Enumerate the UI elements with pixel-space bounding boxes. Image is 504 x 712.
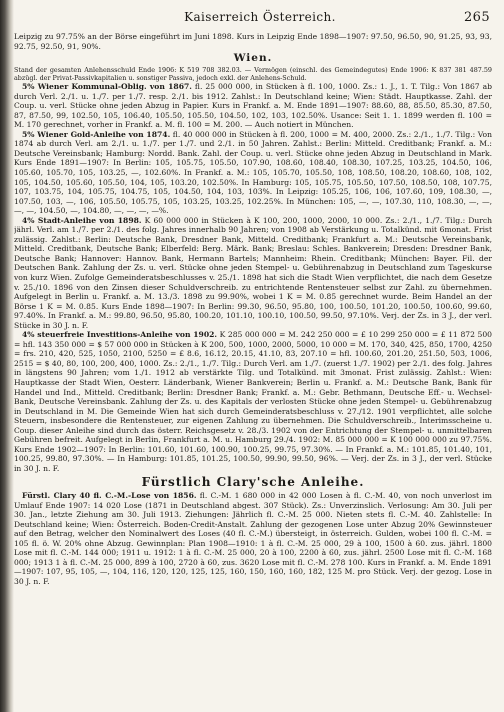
bond-entry (14, 216, 492, 331)
bond-entry (14, 130, 492, 216)
bond-entry-title: Fürstl. Clary 40 fl. C.-M.-Lose von 1856. (22, 491, 197, 501)
bond-entry-title: 4% Stadt-Anleihe von 1898. (22, 215, 142, 225)
bond-entry (14, 330, 492, 473)
page-number: 265 (463, 10, 490, 25)
section-heading: Fürstlich Clary'sche Anleihe. (141, 475, 365, 490)
bond-entry-title: 5% Wiener Gold-Anleihe von 1874. (22, 129, 171, 139)
page-header (30, 10, 490, 26)
bond-entry-title: 4% steuerfreie Investitions-Anleihe von 1902. (22, 330, 218, 340)
bond-entry-title: 5% Wiener Kommunal-Oblig. von 1867. (22, 82, 192, 92)
page-body (14, 32, 492, 706)
page-gutter-shadow (0, 0, 14, 712)
bond-entry-text: fl. 40 000 000 in Stücken à fl. 200, 1000 = M. 400, 2000. Zs.: 2./1., 1./7. Tilg.: Von 1874 ab durch Verl. am 2./1. u. 1./7. per 1./7. und 2./1. in 50 Jahren. Zahlst.: Berlin: Mitteld. Creditbank; Frankf. a. M.: Deutsche Vereinsbank; Hamburg: Nordd. Bank. Zahl. der Coup. u. verl. Stücke ohne jeden Abzug in Deutschland in Mark. Kurs Ende 1891—1907: In Berlin: 105, 105.75, 105.50, 107.90, 108.60, 108.40, 108.30, 107.25, 103.25, 104.50, 106, 105.60, 105.70, 105, 103.25, —, 102.60%. In Frankf. a. M.: 105, 105.70, 105.50, 108, 108.50, 108.20, 108.60, 108, 102, 105, 104.50, 105.60, 105.50, 104, 105, 103.20, 102.50%. In Hamburg: 105, 105.75, 105.50, 107.50, 108.50, 108, 107.75, 107, 103.75, 104, 105.75, 104.75, 105, 104.50, 104, 103, 103%. In Leipzig: 105.25, 106, 106, 107.60, 109, 108.30, —, 107.50, 103, —, 106, 105.50, 105.75, 105, 103.25, 103.25, 102.25%. In München: 105, —, —, 107.30, 110, 108.30, —, —, —, —, 104.50, —, 104.80, —, —, —, —%. (14, 129, 492, 216)
paragraph: Leipzig zu 97.75% an der Börse eingeführt im Juni 1898. Kurs in Leipzig Ende 1898—1907: 97.50, 96.50, 90, 91.25, 93, 93, 92.75, 92.50, 91, 90%. (14, 32, 492, 51)
bond-entry-text: fl. 25 000 000, in Stücken à fl. 100, 1000. Zs.: 1. J., 1. T. Tilg.: Von 1867 ab durch Verl. 2./1. u. 1./7. per 1./7. resp. 2./1. bis 1912. Zahlst.: In Deutschland keine; Wien: Städt. Hauptkasse. Zahl. der Coup. u. verl. Stücke ohne jeden Abzug in Papier. Kurs in Frankf. a. M. Ende 1891—1907: 88.60, 88, 85.50, 85.30, 87.50, 87, 87.50, 99, 102.50, 105, 106.40, 105.50, 105.50, 104.50, 102, 103, 102.50%. Usance: Seit 1. 1. 1899 werden fl. 100 = M. 170 gerechnet, vorher in Frankf. a. M. fl. 100 = M. 200. — Auch notiert in München. (14, 82, 492, 130)
bond-entry-text: K 285 000 000 = M. 242 250 000 = £ 10 299 250 000 = £ 11 872 500 = hfl. 143 350 000 = $ 57 000 000 in Stücken à K 200, 500, 1000, 2000, 5000, 10 000 = M. 170, 340, 425, 850, 1700, 4250 = frs. 210, 420, 525, 1050, 2100, 5250 = £ 8.6, 16.12, 20.15, 41.10, 83, 207.10 = hfl. 100.60, 201.20, 251.50, 503, 1006, 2515 = $ 40, 80, 100, 200, 400, 1000. Zs.: 2./1., 1./7. Tilg.: Durch Verl. am 1./7. (zuerst 1./7. 1902) per 2./1. des folg. Jahres in längstens 90 Jahren; vom 1./1. 1912 ab verstärkte Tilg. und Totalkünd. mit 3monat. Frist zulässig. Zahlst.: Wien: Hauptkasse der Stadt Wien, Oesterr. Länderbank, Wiener Bankverein; Berlin u. Frankf. a. M.: Deutsche Bank, Bank für Handel und Ind., Mitteld. Creditbank; Berlin: Dresdner Bank; Frankf. a. M.: Gebr. Bethmann, Deutsche Eff.- u. Wechsel-Bank, Deutsche Vereinsbank. Zahlung der Zs. u. des Kapitals der verlosten Stücke ohne jeden Stempel- u. Gebührenabzug in Deutschland in M. Die Gemeinde Wien hat sich durch Gemeinderatsbeschluss v. 27./12. 1901 verpflichtet, alle solche Steuern, insbesondere die Rentensteuer, zur eigenen Zahlung zu übernehmen. Die Schuldverschreib., Interimsscheine u. Coup. dieser Anleihe sind durch das österr. Reichsgesetz v. 28./3. 1902 von der Entrichtung der Stempel- u. unmittelbaren Gebühren befreit. Aufgelegt in Berlin, Frankfurt a. M. u. Hamburg 29./4. 1902: M. 85 000 000 = K 100 000 000 zu 97.75%. Kurs Ende 1902—1907: In Berlin: 101.60, 101.60, 100.90, 100.25, 99.75, 97.30%. — In Frankf. a. M.: 101.85, 101.40, 101, 100.25, 99.80, 97.30%. — In Hamburg: 101.85, 101.25, 100.50, 99.90, 99.50, 96%. — Verj. der Zs. in 3 J., der verl. Stücke in 30 J. n. F. (14, 330, 492, 473)
bond-entry (14, 491, 492, 586)
bond-entry-text: fl. C.-M. 1 680 000 in 42 000 Losen à fl. C.-M. 40, von noch unverlost im Umlauf Ende 1907: 14 020 Lose (1871 in Deutschland abgest. 307 Stück). Zs.: Unverzinslich. Verlosung: Am 30. Juli per 30. Jan., letzte Ziehung am 30. Juli 1913. Ziehungen: Jährlich fl. C.-M. 25 000. Nieten stets fl. C.-M. 40. Zahlstelle: In Deutschland keine; Wien: Österreich. Boden-Credit-Anstalt. Zahlung der gezogenen Lose unter Abzug 20% Gewinnsteuer auf den Betrag, welcher den Nominalwert des Loses (40 fl. C.-M.) übersteigt, in österreich. Gulden, wobei 100 fl. C.-M. = 105 fl. ö. W. 20% ohne Abzug. Gewinnplan: Plan 1908—1910: 1 à fl. C.-M. 25 000, 29 à 100, 1500 à 60. zus. jährl. 1800 Lose mit fl. C.-M. 144 000; 1911 u. 1912: 1 à fl. C.-M. 25 000, 20 à 100, 2200 à 60, zus. jährl. 2500 Lose mit fl. C.-M. 168 000; 1913 1 à fl. C.-M. 25 000, 899 à 100, 2720 à 60, zus. 3620 Lose mit fl. C.-M. 278 100. Kurs in Frankf. a. M. Ende 1891—1907: 107, 95, 105, —, 104, 116, 120, 120, 125, 125, 160, 150, 160, 160, 182, 125 M. pro Stück. Verj. der gezog. Lose in 30 J. n. F. (14, 491, 492, 586)
running-title: Kaiserreich Österreich. (184, 10, 336, 24)
bond-entry (14, 82, 492, 130)
section-heading: Wien. (233, 52, 273, 65)
debt-summary-note: Stand der gesamten Anlehensschuld Ende 1906: K 519 708 382.03. — Vermögen (einschl. des Gemeindegutes) Ende 1906: K 837 381 487.59 abzügl. der Privat-Passivkapitalien u. sonstiger Passiva, jedoch exkl. der Anlehens-Schuld. (14, 65, 492, 82)
bond-entry-text: K 60 000 000 in Stücken à K 100, 200, 1000, 2000, 10 000. Zs.: 2./1., 1./7. Tilg.: Durch jährl. Verl. am 1./7. per 2./1. des folg. Jahres innerhalb 90 Jahren; von 1908 ab Verstärkung u. Totalkünd. mit 6monat. Frist zulässig. Zahlst.: Berlin: Deutsche Bank, Dresdner Bank, Mitteld. Creditbank; Frankfurt a. M.: Deutsche Vereinsbank, Mitteld. Creditbank, Deutsche Bank; Elberfeld: Berg. Märk. Bank; Breslau: Schles. Bankverein; Dresden: Dresdner Bank, Deutsche Bank; Hannover: Hannov. Bank, Hermann Bartels; Mannheim: Rhein. Creditbank; München: Bayer. Fil. der Deutschen Bank. Zahlung der Zs. u. verl. Stücke ohne jeden Stempel- u. Gebührenabzug in Deutschland zum Tageskurse von kurz Wien. Zufolge Gemeinderatsbeschlusses v. 25./1. 1898 hat sich die Stadt Wien verpflichtet, die nach dem Gesetze v. 25./10. 1896 von den Zinsen dieser Schuldverschreib. zu entrichtende Rentensteuer selbst zur Zahl. zu übernehmen. Aufgelegt in Berlin u. Frankf. a. M. 13./3. 1898 zu 99.90%, wobei 1 K = M. 0.85 gerechnet wurde. Beim Handel an der Börse 1 K = M. 0.85. Kurs Ende 1898—1907: In Berlin: 99.30, 96.50, 95.80, 100, 100.50, 101.20, 100.50, 100.60, 99.60, 97.40%. In Frankf. a. M.: 99.80, 96.50, 95.80, 100.20, 101.10, 100.10, 100.50, 99.50, 97.10%. Verj. der Zs. in 3 J., der verl. Stücke in 30 J. n. F. (14, 215, 492, 330)
